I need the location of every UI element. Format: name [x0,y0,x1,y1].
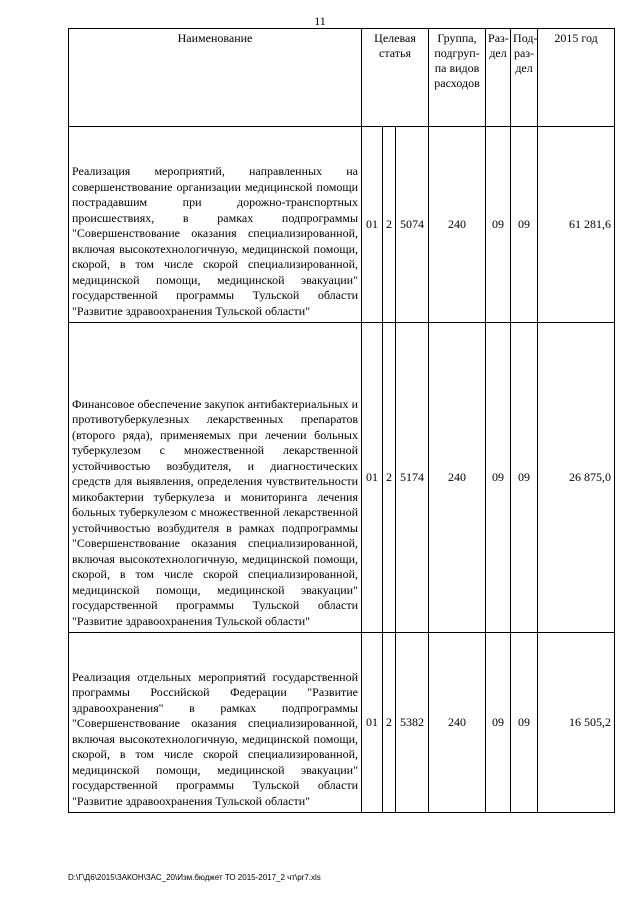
row-target-c2: 2 [383,633,396,813]
row-target-c3: 5382 [396,633,429,813]
budget-table [68,28,615,813]
row-group: 240 [429,633,486,813]
table-row [69,633,615,813]
row-subsection: 09 [511,323,538,633]
row-section: 09 [486,633,511,813]
row-group: 240 [429,127,486,323]
header-section: Раз-дел [486,29,511,127]
row-target-c1: 01 [362,633,383,813]
row-subsection: 09 [511,127,538,323]
header-group: Группа, подгруп-па видов расходов [429,29,486,127]
row-group: 240 [429,323,486,633]
header-target: Целевая статья [362,29,429,127]
row-section: 09 [486,323,511,633]
row-name: Реализация мероприятий, направленных на совершенствование организации медицинской помощи пострадавшим при дорожно-транспортных происшествиях, в рамках подпрограммы "Совершенствование оказания специализированной, включая высокотехнологичную, медицинской помощи, скорой, в том числе скорой специализированной, медицинской помощи, медицинской эвакуации" государственной программы Тульской области "Развитие здравоохранения Тульской области" [69,127,362,323]
row-section: 09 [486,127,511,323]
row-target-c3: 5174 [396,323,429,633]
row-name: Реализация отдельных мероприятий государственной программы Российской Федерации "Развитие здравоохранения" в рамках подпрограммы "Совершенствование оказания специализированной, включая высокотехнологичную, медицинской помощи, скорой, в том числе скорой специализированной, медицинской помощи, медицинской эвакуации" государственной программы Тульской области "Развитие здравоохранения Тульской области" [69,633,362,813]
row-target-c2: 2 [383,127,396,323]
table-row [69,127,615,323]
row-amount: 26 875,0 [538,323,615,633]
header-row [69,29,615,127]
file-path-footer: D:\Г\Д6\2015\ЗАКОН\ЗАС_20\Изм.бюджет ТО 2015-2017_2 чт\pr7.xls [68,873,321,882]
row-amount: 61 281,6 [538,127,615,323]
row-target-c2: 2 [383,323,396,633]
row-name: Финансовое обеспечение закупок антибактериальных и противотуберкулезных лекарственных препаратов (второго ряда), применяемых при лечении больных туберкулезом с множественной лекарственной устойчивостью возбудителя, и диагностических средств для выявления, определения чувствительности микобактерии туберкулеза и мониторинга лечения больных туберкулезом с множественной лекарственной устойчивостью возбудителя в рамках подпрограммы "Совершенствование оказания специализированной, включая высокотехнологичную, медицинской помощи, скорой, в том числе скорой специализированной, медицинской помощи, медицинской эвакуации" государственной программы Тульской области "Развитие здравоохранения Тульской области" [69,323,362,633]
row-target-c1: 01 [362,127,383,323]
table-row [69,323,615,633]
row-subsection: 09 [511,633,538,813]
header-subsection: Под-раз-дел [511,29,538,127]
row-target-c3: 5074 [396,127,429,323]
header-name: Наименование [69,29,362,127]
page-number: 11 [314,14,326,28]
row-target-c1: 01 [362,323,383,633]
header-year: 2015 год [538,29,615,127]
row-amount: 16 505,2 [538,633,615,813]
